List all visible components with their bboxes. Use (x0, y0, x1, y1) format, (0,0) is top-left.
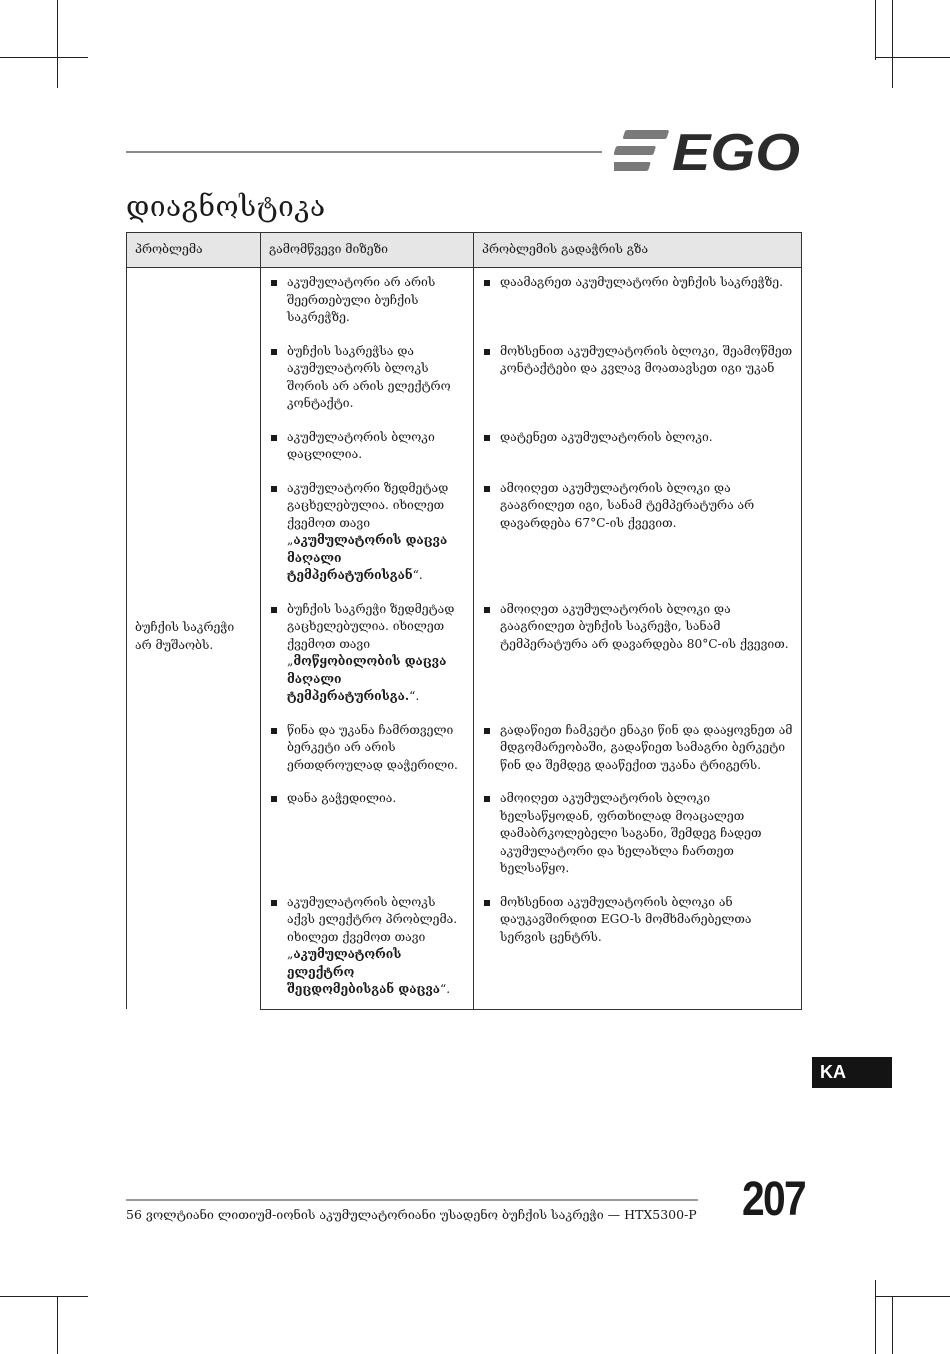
solution-cell: გადაწიეთ ჩამკეტი ენაკი წინ და დააყოვნეთ ამ მდგომარეობაში, გადაწიეთ სამაგრი ბერკეტი წინ და შემდეგ დააწექით უკანა ტრიგერს. (474, 716, 802, 785)
page-number: 207 (742, 1173, 805, 1226)
cause-cell: ბუჩქის საკრეჭი ზედმეტად გაცხელებულია. იხილეთ ქვემოთ თავი „მოწყობილობის დაცვა მაღალი ტემპერატურისგა.“. (261, 595, 474, 716)
cause-cell: აკუმულატორი არ არის შეერთებული ბუჩქის საკრეჭზე. (261, 268, 474, 337)
crop-mark (892, 0, 893, 88)
crop-mark (0, 1296, 88, 1297)
cause-cell: ბუჩქის საკრეჭსა და აკუმულატორს ბლოკს შორის არ არის ელექტრო კონტაქტი. (261, 337, 474, 423)
footer-rule (126, 1199, 698, 1201)
logo-text: EGO (672, 128, 800, 174)
ego-logo (614, 128, 802, 174)
crop-mark (57, 0, 58, 88)
solution-cell: ამოიღეთ აკუმულატორის ბლოკი და გააგრილეთ იგი, სანამ ტემპერატურა არ დავარდება 67°C-ის ქვევით. (474, 474, 802, 595)
problem-cell: ბუჩქის საკრეჭი არ მუშაობს. (127, 268, 261, 1010)
crop-mark (892, 1296, 893, 1354)
crop-mark (875, 1296, 950, 1297)
solution-cell: ამოიღეთ აკუმულატორის ბლოკი ხელსაწყოდან, ფრთხილად მოაცალეთ დამაბრკოლებელი საგანი, შემდეგ ჩადეთ აკუმულატორი და ხელახლა ჩართეთ ხელსაწყო. (474, 784, 802, 888)
header-cause: გამომწვევი მიზეზი (261, 233, 474, 268)
diagnostics-table (126, 232, 802, 1010)
crop-mark (0, 57, 88, 58)
header-rule (126, 151, 602, 153)
solution-cell: მოხსენით აკუმულატორის ბლოკი ან დაუკავშირდით EGO-ს მომხმარებელთა სერვის ცენტრს. (474, 888, 802, 1010)
crop-mark (875, 0, 876, 60)
cause-cell: აკუმულატორის ბლოკი დაცლილია. (261, 423, 474, 474)
header-solution: პრობლემის გადაჭრის გზა (474, 233, 802, 268)
page-title: დიაგნოსტიკა (126, 190, 326, 223)
footer-text: 56 ვოლტიანი ლითიუმ-იონის აკუმულატორიანი უსადენო ბუჩქის საკრეჭი — HTX5300-P (126, 1207, 697, 1222)
header-problem: პრობლემა (127, 233, 261, 268)
cause-cell: დანა გაჭედილია. (261, 784, 474, 888)
table-row (127, 268, 802, 337)
crop-mark (875, 57, 950, 58)
cause-cell: აკუმულატორი ზედმეტად გაცხელებულია. იხილეთ ქვემოთ თავი „აკუმულატორის დაცვა მაღალი ტემპერატურისგან“. (261, 474, 474, 595)
logo-e-bars (614, 130, 669, 171)
table-header-row (127, 233, 802, 268)
cause-cell: აკუმულატორის ბლოკს აქვს ელექტრო პრობლემა. იხილეთ ქვემოთ თავი „აკუმულატორის ელექტრო შეცდომებისგან დაცვა“. (261, 888, 474, 1010)
solution-cell: ამოიღეთ აკუმულატორის ბლოკი და გააგრილეთ ბუჩქის საკრეჭი, სანამ ტემპერატურა არ დავარდება 80°C-ის ქვევით. (474, 595, 802, 716)
cause-cell: წინა და უკანა ჩამრთველი ბერკეტი არ არის ერთდროულად დაჭერილი. (261, 716, 474, 785)
solution-cell: დატენეთ აკუმულატორის ბლოკი. (474, 423, 802, 474)
solution-cell: დაამაგრეთ აკუმულატორი ბუჩქის საკრეჭზე. (474, 268, 802, 337)
crop-mark (57, 1296, 58, 1354)
solution-cell: მოხსენით აკუმულატორის ბლოკი, შეამოწმეთ კონტაქტები და კვლავ მოათავსეთ იგი უკან (474, 337, 802, 423)
language-tab: KA (812, 1057, 892, 1088)
crop-mark (875, 1280, 876, 1354)
